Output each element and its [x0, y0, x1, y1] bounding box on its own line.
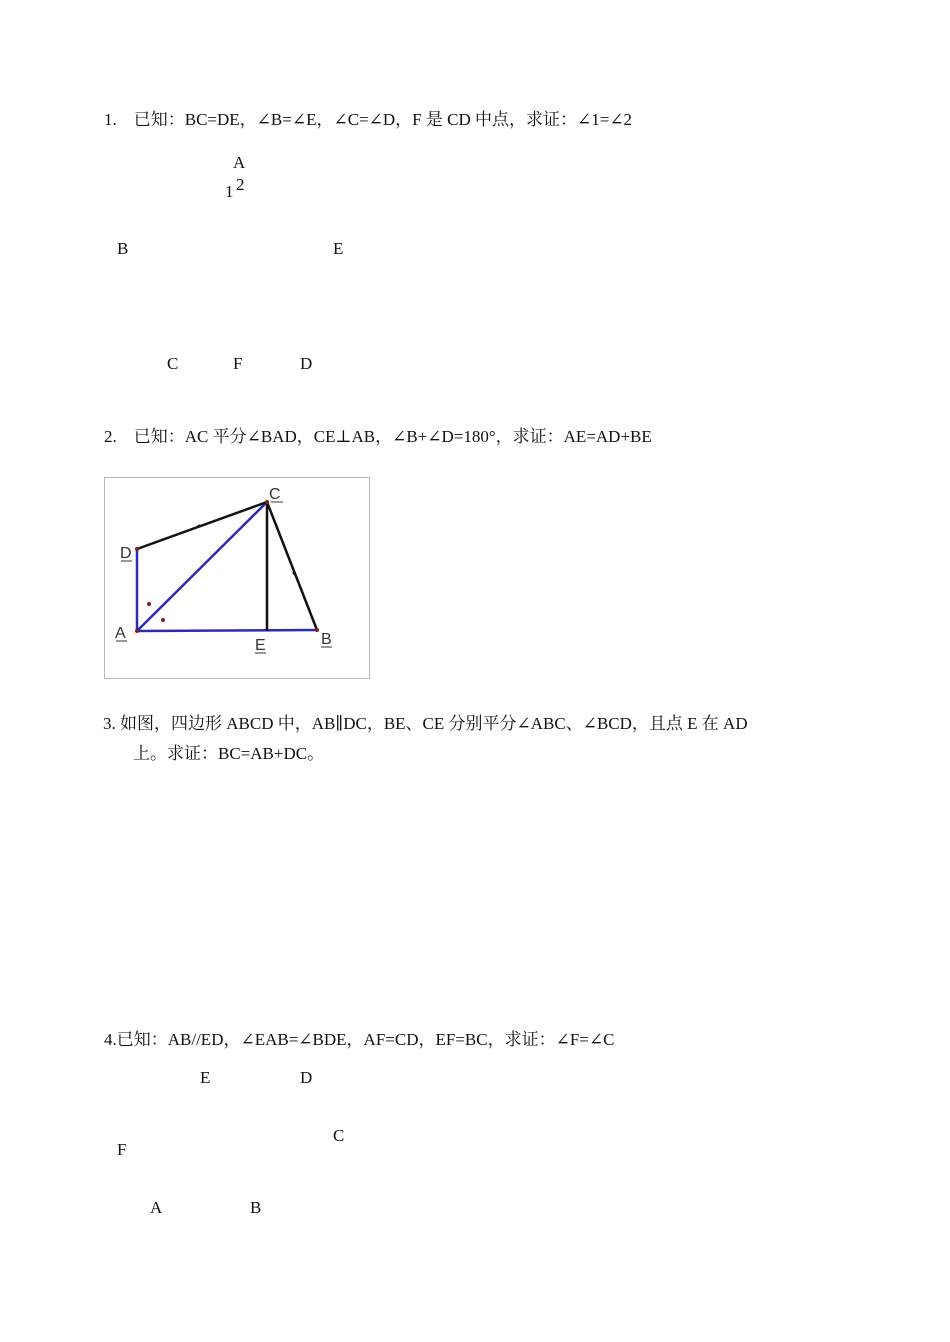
q4-label-e: E: [200, 1068, 211, 1087]
q1-label-1: 1: [225, 182, 234, 201]
tick-mark-dc: [198, 525, 201, 528]
fig-label-e: E: [255, 637, 266, 654]
fig-label-b: B: [321, 631, 332, 648]
segment-cb: [267, 502, 317, 630]
q1-label-f: F: [233, 354, 243, 373]
q4-label-f: F: [117, 1140, 127, 1159]
q2-figure-svg: [105, 478, 371, 680]
q4-label-c: C: [333, 1126, 345, 1145]
question-4-text: 4.已知：AB//ED，∠EAB=∠BDE，AF=CD，EF=BC，求证：∠F=∠C: [104, 1030, 615, 1049]
q1-label-d: D: [300, 354, 313, 373]
question-2-text: 2. 已知：AC 平分∠BAD，CE⊥AB，∠B+∠D=180°，求证：AE=AD+BE: [104, 427, 652, 446]
fig-label-c: C: [269, 486, 281, 503]
q1-label-a: A: [233, 153, 246, 172]
point-b: [315, 628, 319, 632]
angle-mark-2: [161, 618, 165, 622]
question-1-text: 1. 已知：BC=DE，∠B=∠E，∠C=∠D，F 是 CD 中点，求证：∠1=∠2: [104, 110, 633, 129]
q1-label-2: 2: [236, 175, 245, 194]
q4-label-d: D: [300, 1068, 313, 1087]
fig-label-d: D: [120, 545, 132, 562]
segment-ab: [137, 630, 317, 631]
tick-mark-cb: [293, 572, 296, 575]
segment-dc: [137, 502, 267, 549]
question-3-text-line1: 3. 如图，四边形 ABCD 中，AB∥DC，BE、CE 分别平分∠ABC、∠BCD，且点 E 在 AD: [103, 714, 748, 733]
q1-label-c: C: [167, 354, 179, 373]
q4-label-b: B: [250, 1198, 262, 1217]
q4-label-a: A: [150, 1198, 163, 1217]
segment-ac: [137, 502, 267, 631]
q1-label-b: B: [117, 239, 129, 258]
question-3-text-line2: 上。求证：BC=AB+DC。: [133, 744, 325, 763]
point-d: [135, 547, 139, 551]
fig-label-a: A: [115, 625, 126, 642]
q2-geometry-figure: [104, 477, 370, 679]
point-a: [135, 629, 139, 633]
angle-mark-1: [147, 602, 151, 606]
q1-label-e: E: [333, 239, 344, 258]
